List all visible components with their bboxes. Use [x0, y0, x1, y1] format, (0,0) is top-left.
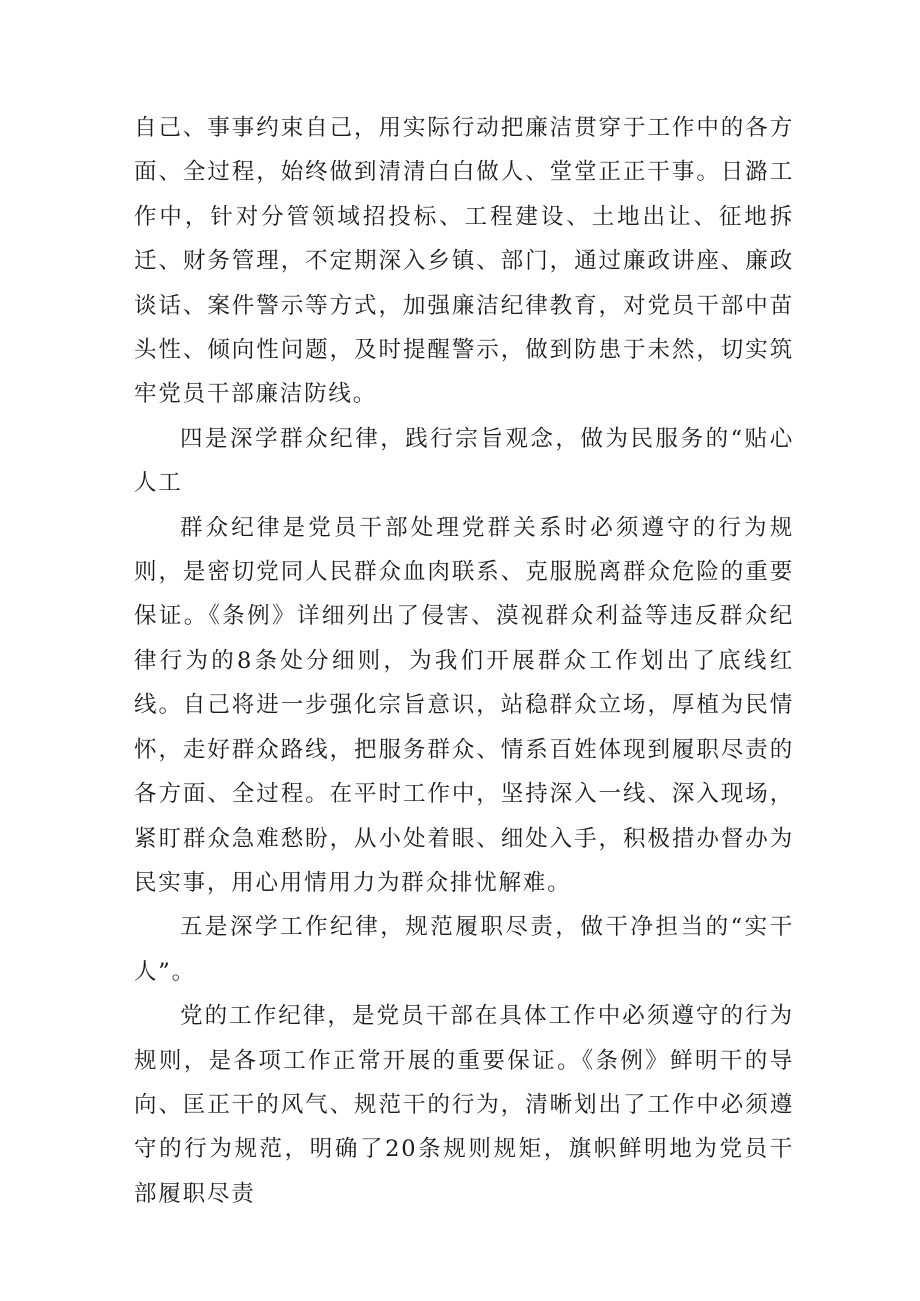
document-body [134, 106, 794, 1216]
section-heading-four: 四是深学群众纪律，践行宗旨观念，做为民服务的“贴心人工 [134, 425, 794, 497]
paragraph-mass-discipline: 群众纪律是党员干部处理党群关系时必须遵守的行为规则，是密切党同人民群众血肉联系、克服脱离群众危险的重要保证。《条例》详细列出了侵害、漠视群众利益等违反群众纪律行为的8条处分细则，为我们开展群众工作划出了底线红线。自己将进一步强化宗旨意识，站稳群众立场，厚植为民情怀，走好群众路线，把服务群众、情系百姓体现到履职尽责的各方面、全过程。在平时工作中，坚持深入一线、深入现场，紧盯群众急难愁盼，从小处着眼、细处入手，积极措办督办为民实事，用心用情用力为群众排忧解难。 [134, 514, 794, 896]
paragraph-work-discipline: 党的工作纪律，是党员干部在具体工作中必须遵守的行为规则，是各项工作正常开展的重要保证。《条例》鲜明干的导向、匡正干的风气、规范干的行为，清晰划出了工作中必须遵守的行为规范，明确了20条规则规矩，旗帜鲜明地为党员干部履职尽责 [134, 1003, 794, 1207]
section-heading-five: 五是深学工作纪律，规范履职尽责，做干净担当的“实干人”。 [134, 914, 794, 985]
paragraph-continuation: 自己、事事约束自己，用实际行动把廉洁贯穿于工作中的各方面、全过程，始终做到清清白白做人、堂堂正正干事。日潞工作中，针对分管领域招投标、工程建设、土地出让、征地拆迁、财务管理，不定期深入乡镇、部门，通过廉政讲座、廉政谈话、案件警示等方式，加强廉洁纪律教育，对党员干部中苗头性、倾向性问题，及时提醒警示，做到防患于未然，切实筑牢党员干部廉洁防线。 [134, 115, 794, 408]
